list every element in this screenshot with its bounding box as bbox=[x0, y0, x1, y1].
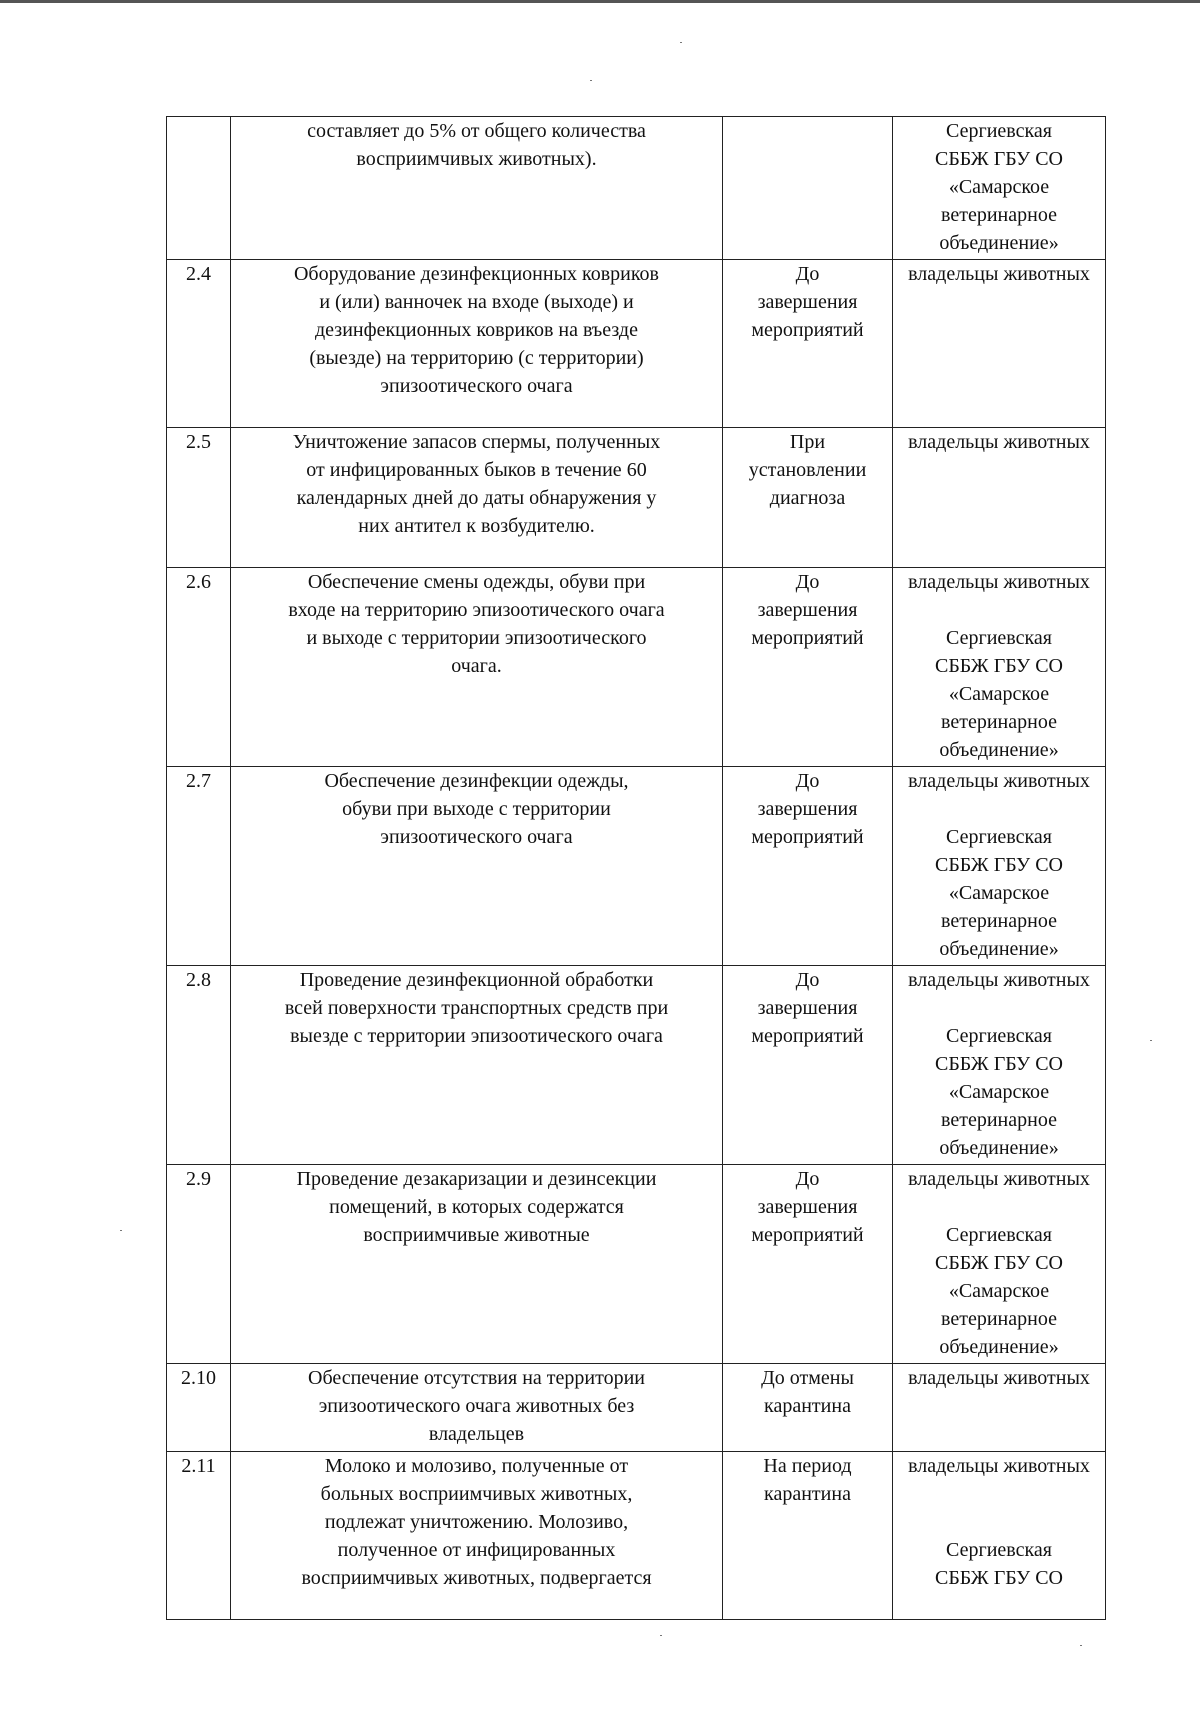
cell-number: 2.10 bbox=[167, 1364, 231, 1452]
cell-responsible-line bbox=[897, 1480, 1101, 1508]
table-row bbox=[167, 1165, 1106, 1364]
cell-responsible-line: Сергиевская bbox=[946, 120, 1052, 142]
cell-measure-line: эпизоотического очага животных без bbox=[318, 1395, 635, 1417]
cell-term-line: завершения bbox=[757, 798, 858, 820]
cell-term-line: При bbox=[789, 431, 826, 453]
cell-measure-line: дезинфекционных ковриков на въезде bbox=[315, 319, 638, 341]
cell-measure-line: полученное от инфицированных bbox=[337, 1539, 616, 1561]
cell-responsible-line: владельцы животных bbox=[908, 969, 1090, 991]
cell-measure-line: восприимчивые животные bbox=[363, 1224, 590, 1246]
cell-responsible-line: Сергиевская bbox=[946, 1224, 1052, 1246]
cell-responsible bbox=[893, 117, 1106, 260]
cell-responsible-line: владельцы животных bbox=[908, 1367, 1090, 1389]
cell-term-line: завершения bbox=[757, 1196, 858, 1218]
cell-term bbox=[723, 966, 893, 1165]
cell-term-line: карантина bbox=[764, 1483, 851, 1505]
cell-term-line: До отмены bbox=[761, 1367, 854, 1389]
cell-term-line: До bbox=[795, 770, 820, 792]
table-row bbox=[167, 568, 1106, 767]
cell-responsible-line: «Самарское bbox=[948, 1280, 1050, 1302]
cell-responsible-line: Сергиевская bbox=[946, 1025, 1052, 1047]
cell-measure-line: входе на территорию эпизоотического очага bbox=[288, 599, 665, 621]
cell-term-line: мероприятий bbox=[751, 826, 864, 848]
cell-responsible-line bbox=[897, 1508, 1101, 1536]
cell-responsible bbox=[893, 428, 1106, 568]
table-row bbox=[167, 117, 1106, 260]
cell-responsible-line: СББЖ ГБУ СО bbox=[934, 1252, 1064, 1274]
cell-responsible-line: владельцы животных bbox=[908, 770, 1090, 792]
cell-term-line: На период bbox=[763, 1455, 852, 1477]
cell-measure-line: Обеспечение дезинфекции одежды, bbox=[324, 770, 629, 792]
cell-responsible-line: владельцы животных bbox=[908, 263, 1090, 285]
cell-term-line: диагноза bbox=[769, 487, 846, 509]
cell-term bbox=[723, 428, 893, 568]
measures-table-body bbox=[167, 117, 1106, 1620]
cell-number: 2.4 bbox=[167, 260, 231, 428]
cell-responsible-line: владельцы животных bbox=[908, 1168, 1090, 1190]
scan-speck bbox=[1080, 1645, 1082, 1646]
cell-responsible-line: Сергиевская bbox=[946, 627, 1052, 649]
cell-measure-line: восприимчивых животных). bbox=[356, 148, 597, 170]
cell-measure-line: очага. bbox=[451, 655, 502, 677]
cell-measure-line: от инфицированных быков в течение 60 bbox=[306, 459, 647, 481]
cell-responsible-line: ветеринарное bbox=[941, 1109, 1057, 1131]
table-row bbox=[167, 428, 1106, 568]
cell-measure-line: владельцев bbox=[428, 1423, 525, 1445]
cell-term bbox=[723, 568, 893, 767]
cell-measure bbox=[231, 260, 723, 428]
cell-responsible bbox=[893, 1452, 1106, 1620]
scan-speck bbox=[590, 80, 592, 81]
cell-term-line: До bbox=[795, 571, 820, 593]
cell-measure-line: них антител к возбудителю. bbox=[358, 515, 595, 537]
cell-responsible-line: СББЖ ГБУ СО bbox=[934, 655, 1064, 677]
cell-responsible-line: объединение» bbox=[939, 232, 1059, 254]
cell-number: 2.5 bbox=[167, 428, 231, 568]
cell-measure bbox=[231, 1364, 723, 1452]
table-row bbox=[167, 767, 1106, 966]
cell-measure-line: подлежат уничтожению. Молозиво, bbox=[324, 1511, 629, 1533]
cell-responsible bbox=[893, 1364, 1106, 1452]
cell-measure-line: Обеспечение смены одежды, обуви при bbox=[307, 571, 646, 593]
cell-responsible-line: ветеринарное bbox=[941, 1308, 1057, 1330]
cell-term-line: мероприятий bbox=[751, 627, 864, 649]
cell-responsible-line: объединение» bbox=[939, 938, 1059, 960]
cell-responsible bbox=[893, 966, 1106, 1165]
cell-measure-line: Проведение дезинфекционной обработки bbox=[299, 969, 654, 991]
cell-measure-line: Оборудование дезинфекционных ковриков bbox=[293, 263, 659, 285]
cell-responsible-line: владельцы животных bbox=[908, 571, 1090, 593]
cell-measure-line: и (или) ванночек на входе (выходе) и bbox=[319, 291, 634, 313]
cell-measure-line: Молоко и молозиво, полученные от bbox=[324, 1455, 629, 1477]
cell-term bbox=[723, 260, 893, 428]
cell-measure-line: (выезде) на территорию (с территории) bbox=[309, 347, 644, 369]
cell-measure-line: эпизоотического очага bbox=[380, 375, 573, 397]
cell-measure bbox=[231, 1452, 723, 1620]
cell-number: 2.8 bbox=[167, 966, 231, 1165]
cell-responsible-line bbox=[897, 596, 1101, 624]
cell-number: 2.9 bbox=[167, 1165, 231, 1364]
cell-responsible-line: владельцы животных bbox=[908, 431, 1090, 453]
cell-term bbox=[723, 767, 893, 966]
cell-measure bbox=[231, 117, 723, 260]
cell-measure-line: календарных дней до даты обнаружения у bbox=[296, 487, 657, 509]
cell-term-line: завершения bbox=[757, 997, 858, 1019]
cell-term bbox=[723, 117, 893, 260]
cell-responsible bbox=[893, 568, 1106, 767]
cell-responsible-line: объединение» bbox=[939, 1336, 1059, 1358]
cell-responsible-line: «Самарское bbox=[948, 882, 1050, 904]
cell-measure-line: Обеспечение отсутствия на территории bbox=[308, 1367, 645, 1389]
scan-speck bbox=[1150, 1040, 1152, 1041]
cell-measure-line: и выходе с территории эпизоотического bbox=[306, 627, 647, 649]
cell-measure bbox=[231, 428, 723, 568]
cell-measure-line: Уничтожение запасов спермы, полученных bbox=[292, 431, 661, 453]
cell-measure-line: помещений, в которых содержатся bbox=[329, 1196, 624, 1218]
cell-responsible-line: ветеринарное bbox=[941, 910, 1057, 932]
cell-number: 2.6 bbox=[167, 568, 231, 767]
cell-responsible bbox=[893, 260, 1106, 428]
cell-term-line: мероприятий bbox=[751, 319, 864, 341]
cell-responsible-line: ветеринарное bbox=[941, 711, 1057, 733]
cell-term-line: завершения bbox=[757, 291, 858, 313]
cell-measure bbox=[231, 568, 723, 767]
table-row bbox=[167, 260, 1106, 428]
cell-responsible-line: Сергиевская bbox=[946, 826, 1052, 848]
table-row bbox=[167, 1364, 1106, 1452]
cell-measure-line: Проведение дезакаризации и дезинсекции bbox=[296, 1168, 657, 1190]
scan-speck bbox=[120, 1230, 122, 1231]
cell-measure-line: составляет до 5% от общего количества bbox=[307, 120, 646, 142]
cell-responsible-line: СББЖ ГБУ СО bbox=[934, 854, 1064, 876]
cell-responsible-line: владельцы животных bbox=[908, 1455, 1090, 1477]
cell-measure-line: восприимчивых животных, подвергается bbox=[301, 1567, 652, 1589]
cell-measure-line: выезде с территории эпизоотического очага bbox=[290, 1025, 663, 1047]
measures-table bbox=[166, 116, 1106, 1620]
cell-responsible-line: ветеринарное bbox=[941, 204, 1057, 226]
cell-term bbox=[723, 1364, 893, 1452]
cell-measure bbox=[231, 767, 723, 966]
cell-measure-line: больных восприимчивых животных, bbox=[320, 1483, 633, 1505]
cell-term-line: мероприятий bbox=[751, 1025, 864, 1047]
cell-responsible-line: объединение» bbox=[939, 1137, 1059, 1159]
cell-responsible-line bbox=[897, 994, 1101, 1022]
cell-term-line: До bbox=[795, 1168, 820, 1190]
cell-number: 2.11 bbox=[167, 1452, 231, 1620]
cell-responsible-line bbox=[897, 795, 1101, 823]
cell-responsible-line: объединение» bbox=[939, 739, 1059, 761]
cell-responsible bbox=[893, 767, 1106, 966]
cell-term-line: карантина bbox=[764, 1395, 851, 1417]
page-top-edge bbox=[0, 0, 1200, 3]
cell-term-line: До bbox=[795, 969, 820, 991]
cell-number: 2.7 bbox=[167, 767, 231, 966]
cell-measure bbox=[231, 966, 723, 1165]
cell-responsible-line: «Самарское bbox=[948, 176, 1050, 198]
cell-measure bbox=[231, 1165, 723, 1364]
cell-term-line: установлении bbox=[748, 459, 867, 481]
cell-responsible-line: СББЖ ГБУ СО bbox=[934, 1053, 1064, 1075]
table-row bbox=[167, 1452, 1106, 1620]
cell-term-line: До bbox=[795, 263, 820, 285]
cell-measure-line: эпизоотического очага bbox=[380, 826, 573, 848]
cell-responsible-line: СББЖ ГБУ СО bbox=[934, 1567, 1064, 1589]
cell-term-line: завершения bbox=[757, 599, 858, 621]
cell-responsible-line: СББЖ ГБУ СО bbox=[934, 148, 1064, 170]
table-row bbox=[167, 966, 1106, 1165]
cell-measure-line: всей поверхности транспортных средств при bbox=[284, 997, 669, 1019]
cell-responsible-line: «Самарское bbox=[948, 683, 1050, 705]
cell-term bbox=[723, 1452, 893, 1620]
scan-speck bbox=[680, 42, 682, 43]
scan-speck bbox=[660, 1635, 662, 1636]
cell-responsible bbox=[893, 1165, 1106, 1364]
cell-responsible-line bbox=[897, 1193, 1101, 1221]
cell-responsible-line: Сергиевская bbox=[946, 1539, 1052, 1561]
cell-responsible-line: «Самарское bbox=[948, 1081, 1050, 1103]
cell-term bbox=[723, 1165, 893, 1364]
cell-number bbox=[167, 117, 231, 260]
cell-term-line: мероприятий bbox=[751, 1224, 864, 1246]
cell-measure-line: обуви при выходе с территории bbox=[342, 798, 611, 820]
